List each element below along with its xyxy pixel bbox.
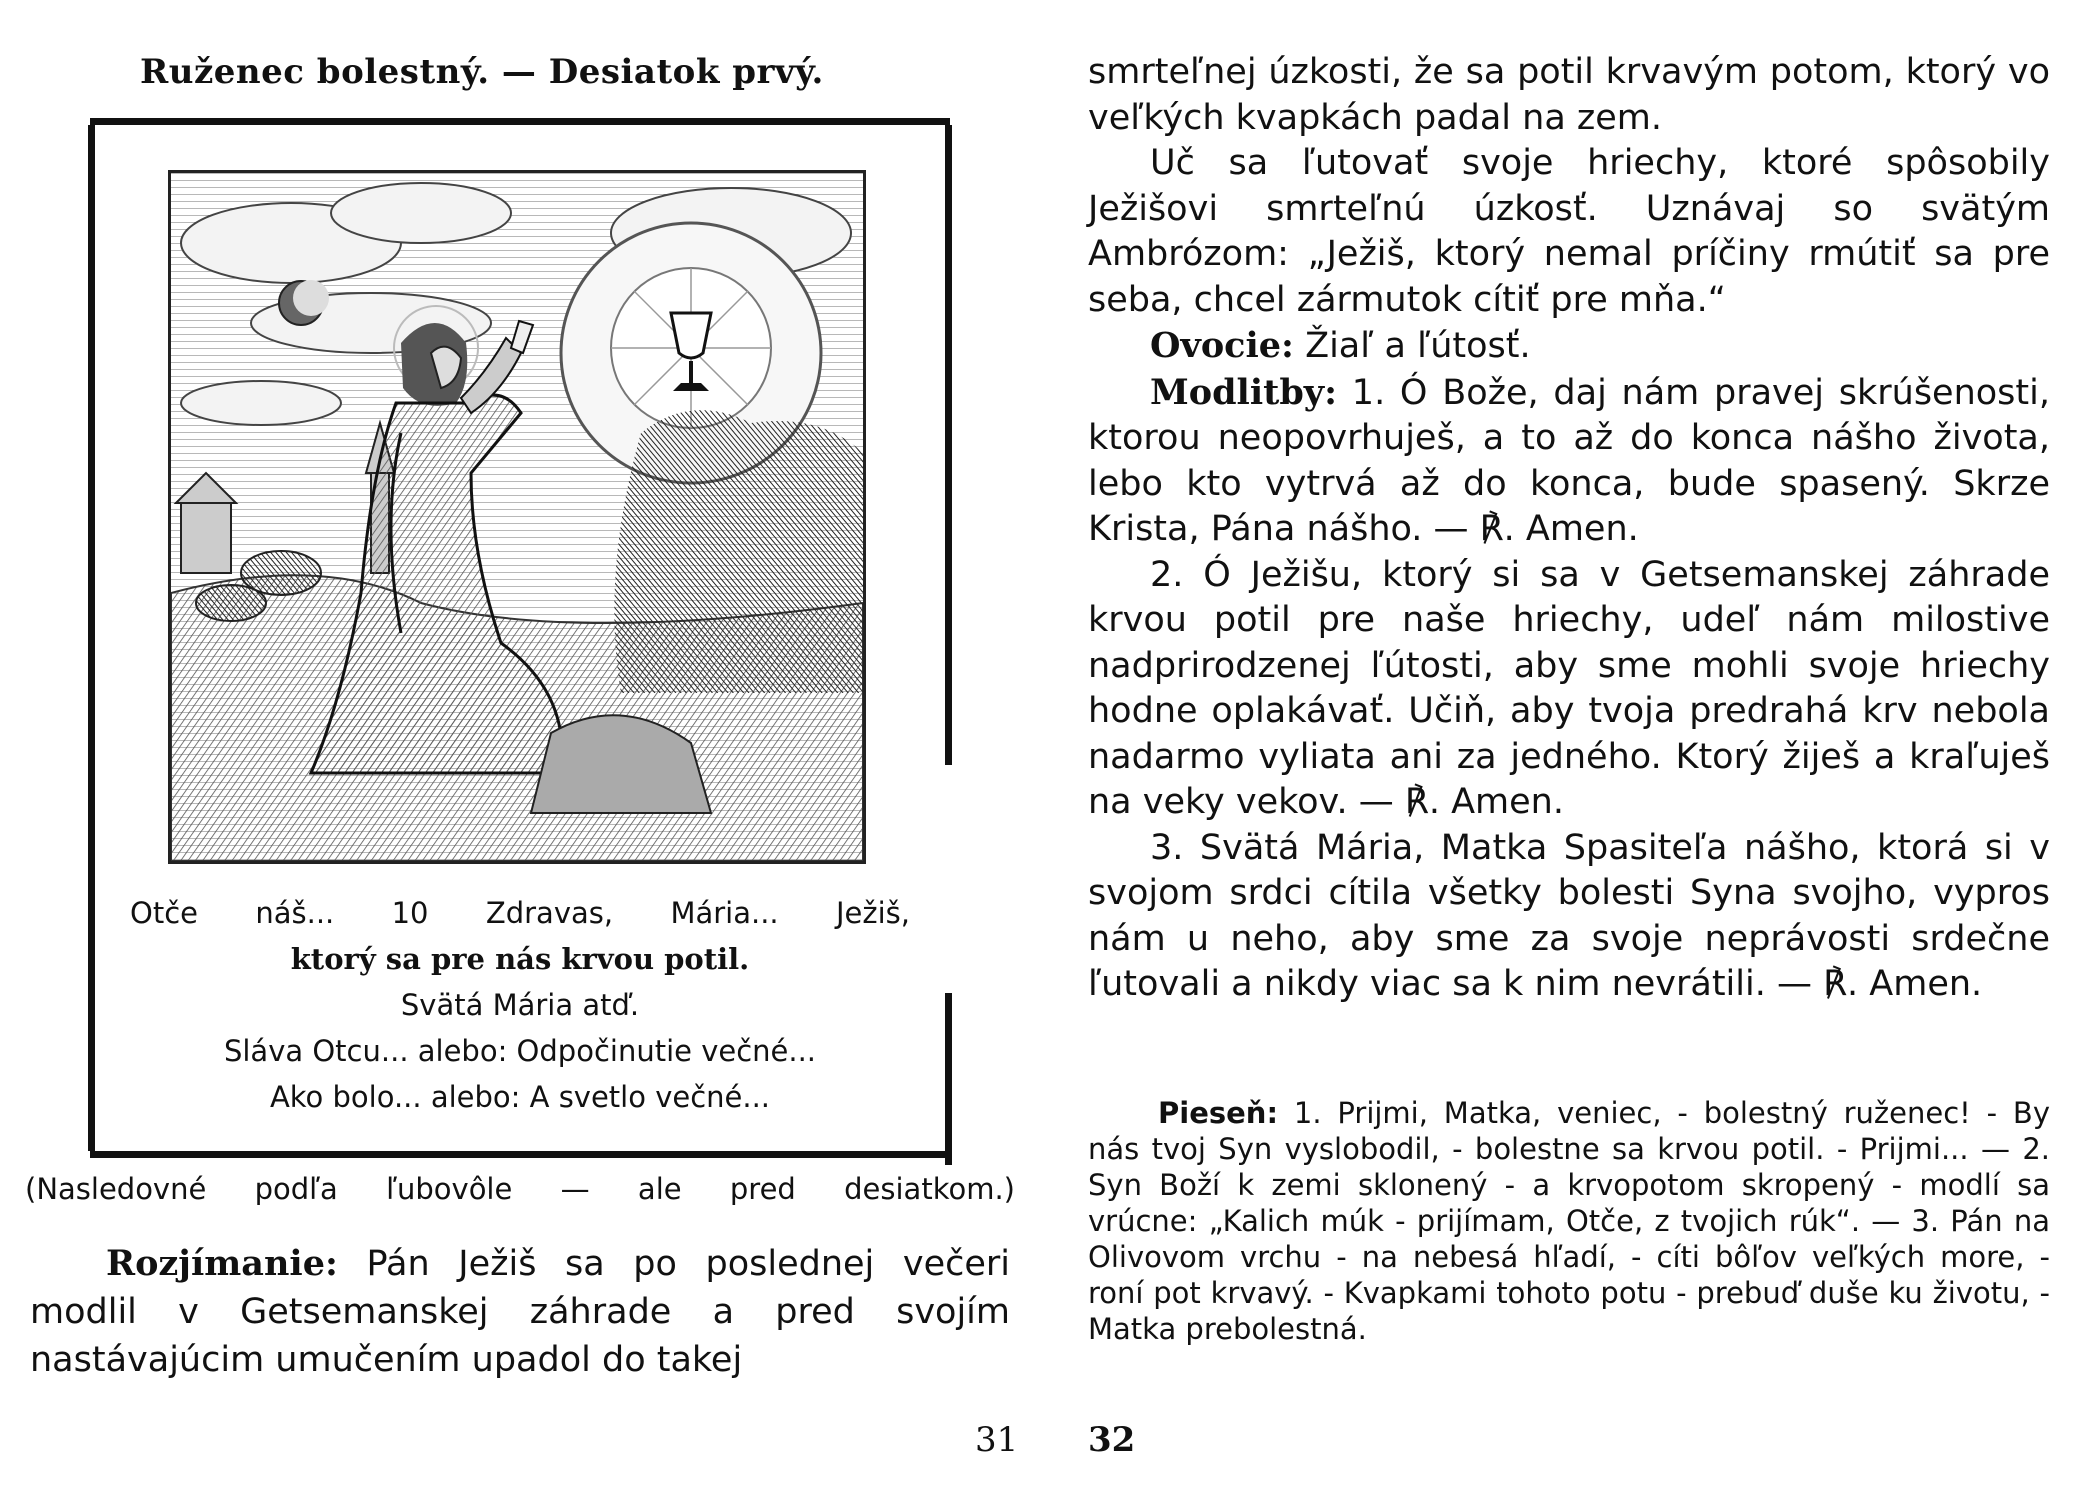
paragraph-prayer-1 <box>1088 370 2050 553</box>
caption-line-1: Otče náš... 10 Zdravas, Mária... Ježiš, <box>130 896 910 930</box>
illustration-frame <box>90 118 950 1158</box>
song-text: 1. Prijmi, Matka, veniec, - bolestný ruženec! - By nás tvoj Syn vyslobodil, - bolestne sa krvou potil. - Prijmi... — 2. Syn Boží k zemi sklonený - a krvopotom skropený - modlí sa vrúcne: „Kalich múk - prijímam, Otče, z tvojich rúk“. — 3. Pán na Olivovom vrchu - na nebesá hľadí, - cíti bôľov veľkých more, - roní pot krvavý. - Kvapkami tohoto potu - prebuď duše ku životu, - Matka prebolestná. <box>1088 1096 2050 1346</box>
paragraph-prayer-3: 3. Svätá Mária, Matka Spasiteľa nášho, ktorá si v svojom srdci cítila všetky bolesti Syna svojho, vypros nám u neho, aby sme za svoje neprávosti srdečne ľutovali a nikdy viac sa k nim nevrátili. — ℟. Amen. <box>1088 827 2050 1004</box>
paragraph-continuation: smrteľnej úzkosti, že sa potil krvavým potom, ktorý vo veľkých kvapkách padal na zem. <box>1088 52 2050 138</box>
frame-border-left <box>88 125 95 1151</box>
right-body-text <box>1088 50 2050 1008</box>
song-label: Pieseň: <box>1158 1096 1279 1130</box>
song-paragraph <box>1088 1095 2050 1347</box>
frame-border-right-bottom <box>945 993 952 1165</box>
optional-note: (Nasledovné podľa ľubovôle — ale pred desiatkom.) <box>25 1172 1015 1206</box>
paragraph-prayer-2: 2. Ó Ježišu, ktorý si sa v Getsemanskej záhrade krvou potil pre naše hriechy, udeľ nám milostive nadprirodzenej ľútosti, aby sme mohli svoje hriechy hodne oplakávať. Učiň, aby tvoja predrahá krv nebola nadarmo vyliata ani za jedného. Ktorý žiješ a kraľuješ na veky vekov. — ℟. Amen. <box>1088 554 2050 822</box>
right-page <box>1070 0 2070 1500</box>
left-page <box>0 0 1040 1500</box>
caption-line-4: Sláva Otcu... alebo: Odpočinutie večné... <box>223 1034 817 1068</box>
caption-line-3: Svätá Mária atď. <box>400 988 640 1022</box>
caption-line-2: ktorý sa pre nás krvou potil. <box>290 942 750 976</box>
illustration-engraving <box>171 173 863 861</box>
page-header: Ruženec bolestný. — Desiatok prvý. <box>140 52 824 92</box>
fruit-text: Žiaľ a ľútosť. <box>1293 326 1531 366</box>
page-number-left: 31 <box>975 1420 1019 1460</box>
illustration-caption <box>110 890 930 1120</box>
paragraph-reflection: Uč sa ľutovať svoje hriechy, ktoré spôsobily Ježišovi smrteľnú úzkosť. Uznávaj so svätým Ambrózom: „Ježiš, ktorý nemal príčiny rmútiť sa pre seba, chcel zármutok cítiť pre mňa.“ <box>1088 143 2050 320</box>
prayers-label: Modlitby: <box>1150 371 1338 413</box>
meditation-paragraph <box>30 1240 1010 1384</box>
meditation-label: Rozjímanie: <box>106 1243 338 1284</box>
paragraph-fruit <box>1088 323 2050 370</box>
meditation-text: Pán Ježiš sa po poslednej večeri modlil v Getsemanskej záhrade a pred svojím nastávajúcim umučením upadol do takej <box>30 1244 1010 1380</box>
caption-line-5: Ako bolo... alebo: A svetlo večné... <box>269 1080 771 1114</box>
illustration-agony-in-garden <box>168 170 866 864</box>
frame-border-right-top <box>945 125 952 765</box>
fruit-label: Ovocie: <box>1150 325 1294 366</box>
page-number-right: 32 <box>1088 1420 1136 1460</box>
prayer-1-text: 1. Ó Bože, daj nám pravej skrúšenosti, ktorou neopovrhuješ, a to až do konca nášho života, lebo kto vytrvá až do konca, bude spasený. Skrze Krista, Pána nášho. — ℟. Amen. <box>1088 372 2050 549</box>
